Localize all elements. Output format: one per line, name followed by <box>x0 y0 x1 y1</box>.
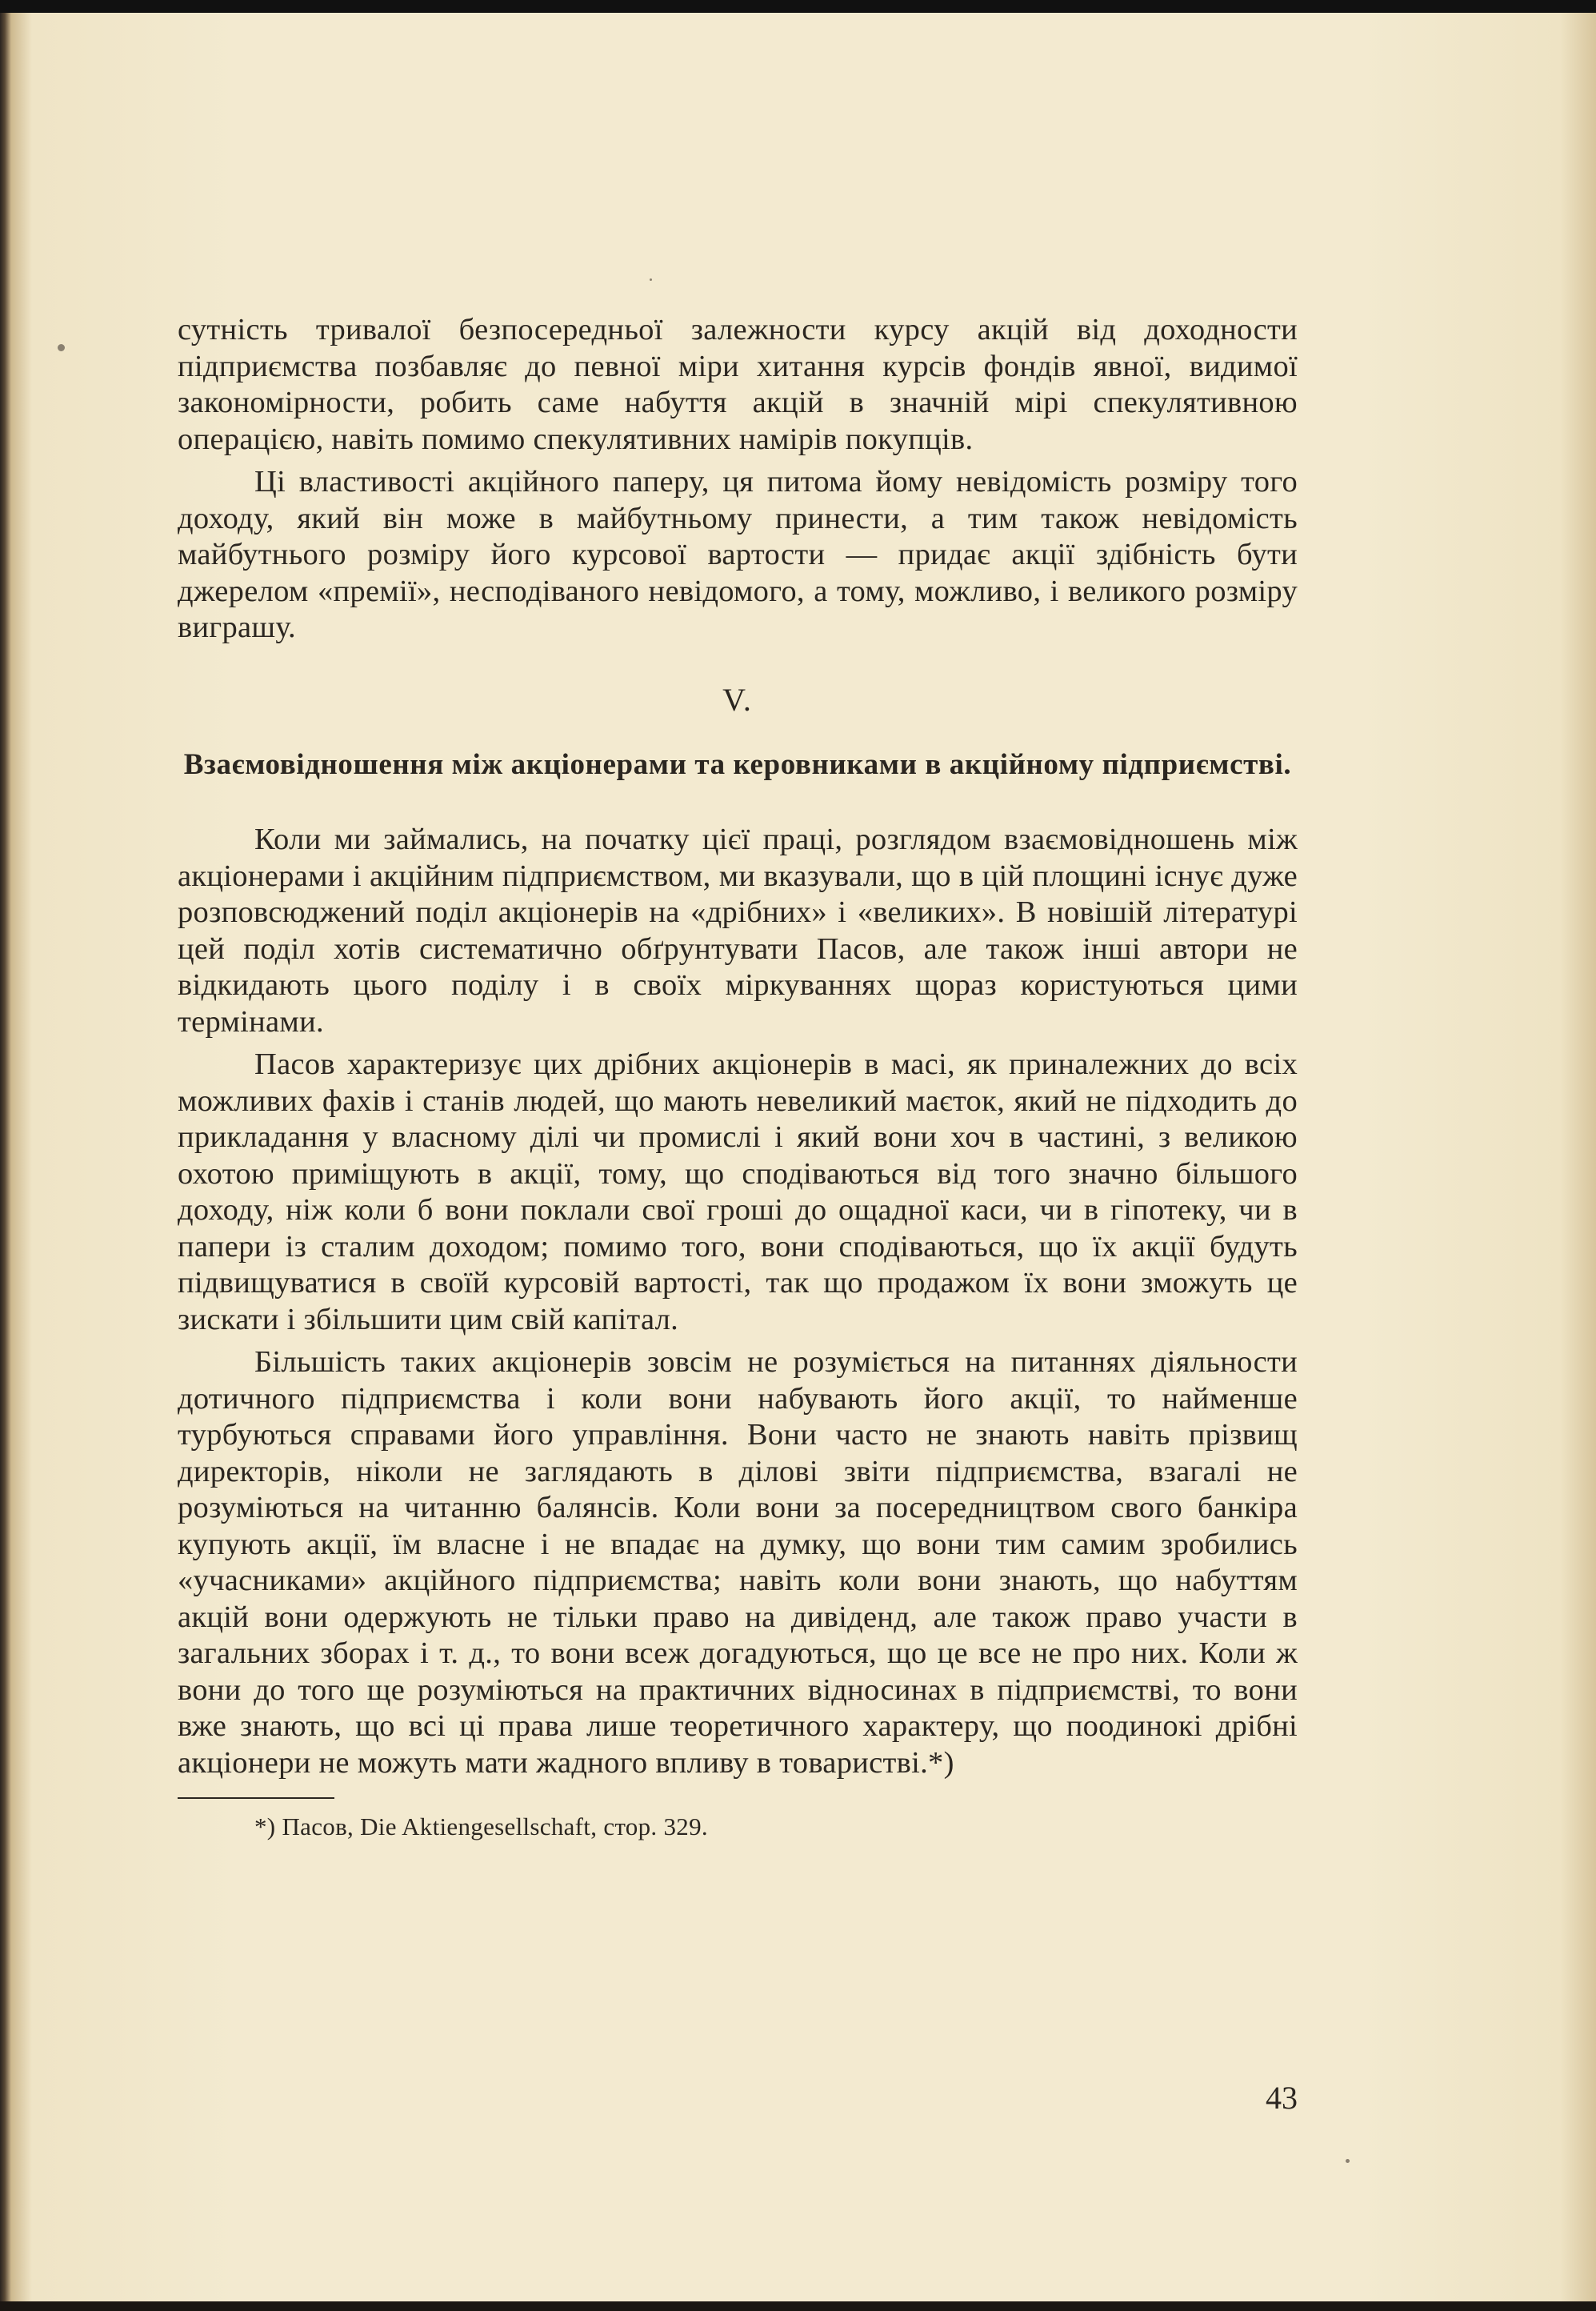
paragraph: Коли ми займались, на початку цієї праці, розглядом взаємовідношень між акціонерами і акційним підприємством, ми вказували, що в цій площині існує дуже розповсюджений поділ акціонерів на «дрібних» і «великих». В новішій літературі цей поділ хотів систематично обґрунтувати Пасов, але також інші автори не відкидають цього поділу і в своїх міркуваннях щораз користуються цими термінами. <box>178 823 1298 1039</box>
paper-speck <box>650 278 652 281</box>
scan-border <box>0 2301 1596 2311</box>
paragraph: Більшість таких акціонерів зовсім не розуміється на питаннях діяльности дотичного підприємства і коли вони набувають його акції, то найменше турбуються справами його управління. Вони часто не знають навіть прізвищ директорів, ніколи не заглядають в ділові звіти підприємства, взагалі не розуміються на читанню балянсів. Коли вони за посередництвом свого банкіра купують акції, їм власне і не впадає на думку, що вони тим самим зробились «учасниками» акційного підприємства; навіть коли вони знають, що набуттям акцій вони одержують не тільки право на дивіденд, але також право участи в загальних зборах і т. д., то вони всеж догадуються, що це все не про них. Коли ж вони до того ще розуміються на практичних відносинах в підприємстві, то вони вже знають, що всі ці права лише теоретичного характеру, що поодинокі дрібні акціонери не можуть мати жадного впливу в товаристві.*) <box>178 1345 1298 1780</box>
footnote: *) Пасов, Die Aktiengesellschaft, стор. 329. <box>254 1812 708 1840</box>
page-content <box>178 312 1298 1842</box>
section-heading: Взаємовідношення між акціонерами та керовниками в акційному підприємстві. <box>183 748 1292 781</box>
section-number: V. <box>722 681 753 718</box>
paragraph: сутність тривалої безпосередньої залежности курсу акцій від доходности підприємства позбавляє до певної міри хитання курсів фондів явної, видимої закономірности, робить саме набуття акцій в значній мірі спекулятивною операцією, навіть помимо спекулятивних намірів покупців. <box>178 313 1298 456</box>
paragraph: Пасов характеризує цих дрібних акціонерів в масі, як приналежних до всіх можливих фахів і станів людей, що мають невеликий маєток, який не підходить до прикладання у власному ділі чи промислі і який вони хоч в частині, з великою охотою приміщують в акції, тому, що сподіваються від того значно більшого доходу, ніж коли б вони поклали свої гроші до ощадної каси, чи в гіпотеку, чи в папери із сталим доходом; помимо того, вони сподіваються, що їх акції будуть підвищуватися в своїй курсовій вартості, так що продажом їх вони зможуть це зискати і збільшити цим свій капітал. <box>178 1047 1298 1336</box>
footnote-rule <box>178 1797 334 1799</box>
paper-speck <box>1346 2159 1350 2163</box>
paragraph: Ці властивості акційного паперу, ця питома йому невідомість розміру того доходу, який він може в майбутньому принести, а тим також невідомість майбутнього розміру його курсової вартости — придає акції здібність бути джерелом «премії», несподіваного невідомого, а тому, можливо, і великого розміру виграшу. <box>178 465 1298 644</box>
paper-speck <box>58 344 65 351</box>
page-number: 43 <box>1266 2080 1298 2116</box>
